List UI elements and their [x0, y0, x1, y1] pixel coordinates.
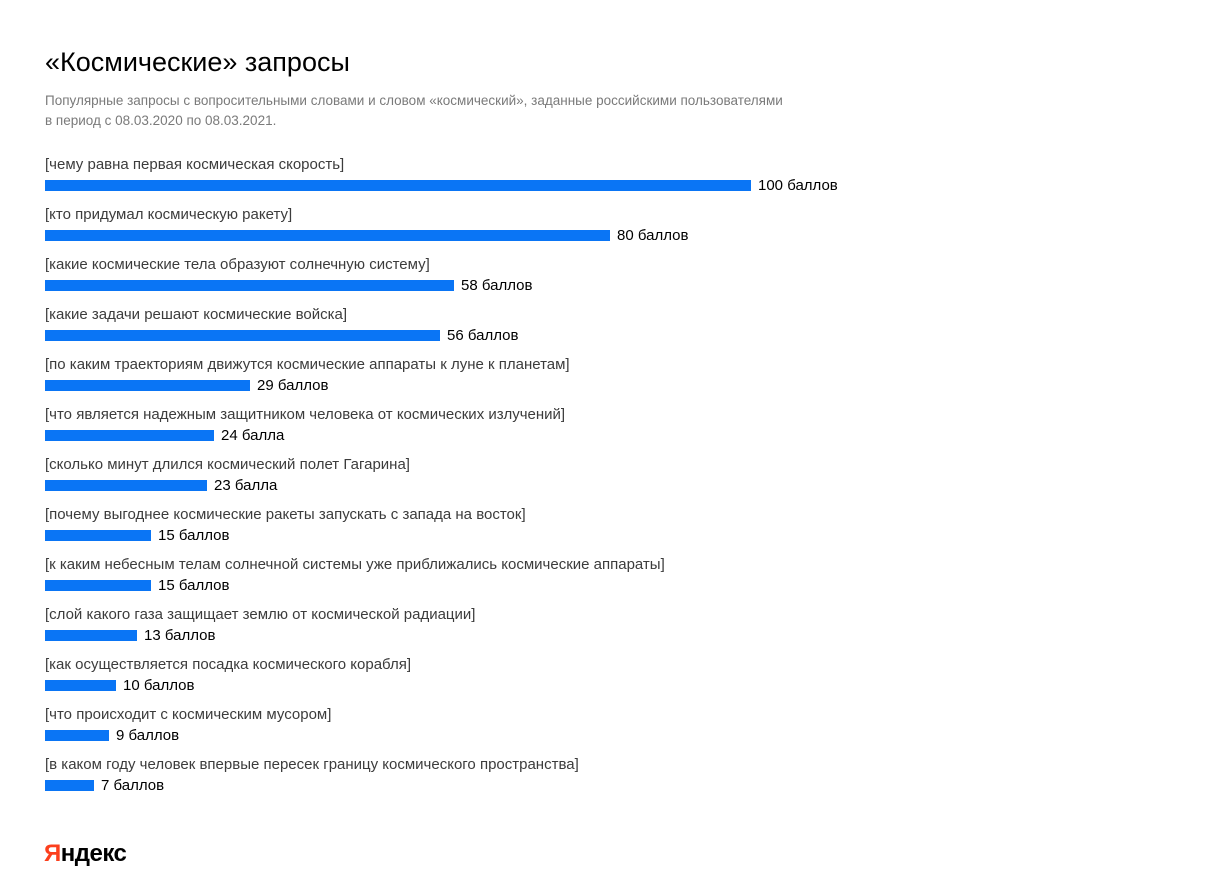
- bar-value-label: 10 баллов: [123, 677, 195, 694]
- bar: [45, 580, 151, 591]
- subtitle-line-2: в период с 08.03.2020 по 08.03.2021.: [45, 113, 277, 128]
- page-subtitle: [45, 91, 845, 131]
- bar-row: [45, 655, 1045, 705]
- bar: [45, 180, 751, 191]
- bar-category-label: [кто придумал космическую ракету]: [45, 206, 293, 223]
- bar-category-label: [что является надежным защитником человека от космических излучений]: [45, 406, 566, 423]
- bar-value-label: 58 баллов: [461, 277, 533, 294]
- bar-category-label: [какие космические тела образуют солнечную систему]: [45, 256, 430, 273]
- bar: [45, 780, 94, 791]
- bar-row: [45, 505, 1045, 555]
- bar-value-label: 13 баллов: [144, 627, 216, 644]
- page-title: «Космические» запросы: [45, 47, 350, 77]
- bar-category-label: [какие задачи решают космические войска]: [45, 306, 348, 323]
- bar-value-label: 24 балла: [221, 427, 285, 444]
- bar-category-label: [чему равна первая космическая скорость]: [45, 156, 345, 173]
- bar: [45, 230, 610, 241]
- bar-category-label: [сколько минут длился космический полет Гагарина]: [45, 456, 410, 473]
- bar: [45, 330, 440, 341]
- bar-category-label: [как осуществляется посадка космического корабля]: [45, 656, 412, 673]
- bar-value-label: 56 баллов: [447, 327, 519, 344]
- bar-row: [45, 455, 1045, 505]
- bar-category-label: [по каким траекториям движутся космические аппараты к луне к планетам]: [45, 356, 570, 373]
- bar-category-label: [к каким небесным телам солнечной системы уже приближались космические аппараты]: [45, 556, 665, 573]
- subtitle-line-1: Популярные запросы с вопросительными словами и словом «космический», заданные российскими пользователями: [45, 93, 783, 108]
- bar: [45, 530, 151, 541]
- bar-category-label: [что происходит с космическим мусором]: [45, 706, 332, 723]
- bar-value-label: 23 балла: [214, 477, 278, 494]
- bar-row: [45, 405, 1045, 455]
- bar-category-label: [в каком году человек впервые пересек границу космического пространства]: [45, 756, 579, 773]
- bar-row: [45, 155, 1045, 205]
- bar-row: [45, 355, 1045, 405]
- bar-category-label: [слой какого газа защищает землю от космической радиации]: [45, 606, 476, 623]
- bar: [45, 280, 454, 291]
- bar-value-label: 9 баллов: [116, 727, 180, 744]
- bar-row: [45, 605, 1045, 655]
- bar-value-label: 100 баллов: [758, 177, 838, 194]
- bar-row: [45, 555, 1045, 605]
- bar-chart: [45, 155, 1045, 805]
- bar-category-label: [почему выгоднее космические ракеты запускать с запада на восток]: [45, 506, 526, 523]
- bar: [45, 630, 137, 641]
- bar-value-label: 7 баллов: [101, 777, 165, 794]
- logo-rest: ндекс: [60, 840, 127, 867]
- bar: [45, 480, 207, 491]
- bar-row: [45, 305, 1045, 355]
- logo-first-letter: Я: [44, 840, 61, 867]
- bar-row: [45, 755, 1045, 805]
- bar-value-label: 15 баллов: [158, 577, 230, 594]
- bar-row: [45, 205, 1045, 255]
- bar-row: [45, 255, 1045, 305]
- bar-value-label: 29 баллов: [257, 377, 329, 394]
- bar: [45, 380, 250, 391]
- bar: [45, 730, 109, 741]
- bar: [45, 430, 214, 441]
- bar-value-label: 80 баллов: [617, 227, 689, 244]
- bar: [45, 680, 116, 691]
- bar-value-label: 15 баллов: [158, 527, 230, 544]
- bar-row: [45, 705, 1045, 755]
- yandex-logo: [44, 839, 126, 869]
